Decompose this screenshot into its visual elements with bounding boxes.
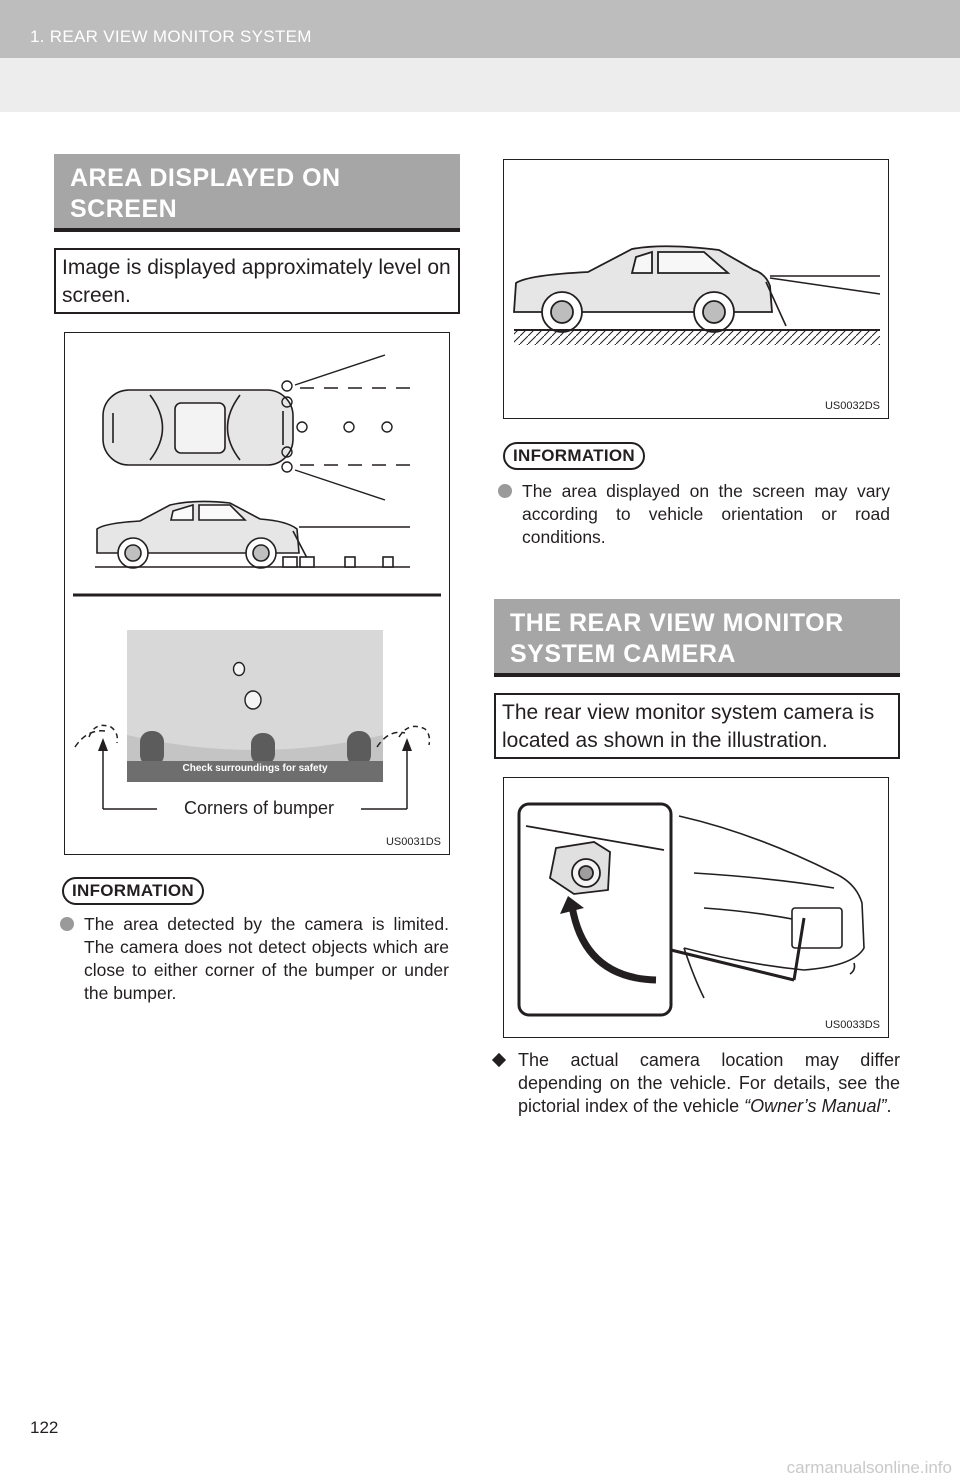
area-diagram [65, 333, 451, 856]
heading-line-2: SCREEN [70, 195, 178, 223]
bullet-icon [498, 484, 512, 498]
figure-code: US0031DS [385, 836, 441, 848]
side-view-car-icon [514, 246, 772, 332]
note-text: The actual camera location may differ depending on the vehicle. For details, see the pictorial index of the vehicle [518, 1050, 900, 1116]
information-body-left: The area detected by the camera is limited. The camera does not detect objects which are close to either corner of the bumper or under the bumper. [84, 914, 449, 1003]
top-view-car-icon [103, 390, 293, 465]
heading-line-2: SYSTEM CAMERA [510, 640, 736, 668]
area-displayed-figure [64, 332, 450, 855]
callout-label: Corners of bumper [183, 798, 335, 818]
monitor-screen-illustration [127, 630, 383, 782]
section-title: 1. REAR VIEW MONITOR SYSTEM [30, 27, 312, 46]
magnified-view-frame [519, 804, 671, 1015]
figure-code: US0033DS [824, 1019, 880, 1031]
watermark: carmanualsonline.info [786, 1458, 952, 1477]
figure-code: US0032DS [824, 400, 880, 412]
information-body-right: The area displayed on the screen may vary according to vehicle orientation or road conditions. [522, 481, 890, 547]
camera-location-note [494, 1049, 900, 1118]
page-number: 122 [30, 1418, 59, 1437]
side-view-figure [503, 159, 889, 419]
car-rear-illustration [679, 816, 864, 998]
bullet-icon [60, 917, 74, 931]
side-view-diagram [504, 160, 890, 420]
ground-hatch [514, 331, 880, 345]
owners-manual-reference: “Owner’s Manual” [744, 1096, 887, 1116]
note-body [494, 1049, 900, 1118]
camera-section-heading [494, 599, 900, 677]
camera-view-lines [766, 276, 880, 326]
camera-section-lead: The rear view monitor system camera is located as shown in the illustration. [494, 693, 900, 759]
header-bar [0, 0, 960, 58]
camera-location-figure [503, 777, 889, 1038]
area-displayed-lead: Image is displayed approximately level on screen. [54, 248, 460, 314]
information-text-right [498, 480, 890, 549]
camera-location-diagram [504, 778, 890, 1039]
area-displayed-heading [54, 154, 460, 232]
detection-range-top-view [282, 355, 410, 500]
header-band [0, 58, 960, 112]
information-label-right: INFORMATION [503, 442, 645, 470]
screen-caption: Check surroundings for safety [182, 763, 328, 774]
information-label-left: INFORMATION [62, 877, 204, 905]
heading-line-1: THE REAR VIEW MONITOR [510, 609, 844, 637]
heading-line-1: AREA DISPLAYED ON [70, 164, 341, 192]
information-text-left [60, 913, 449, 1005]
note-end: . [886, 1096, 892, 1116]
side-view-car-icon [95, 501, 410, 568]
